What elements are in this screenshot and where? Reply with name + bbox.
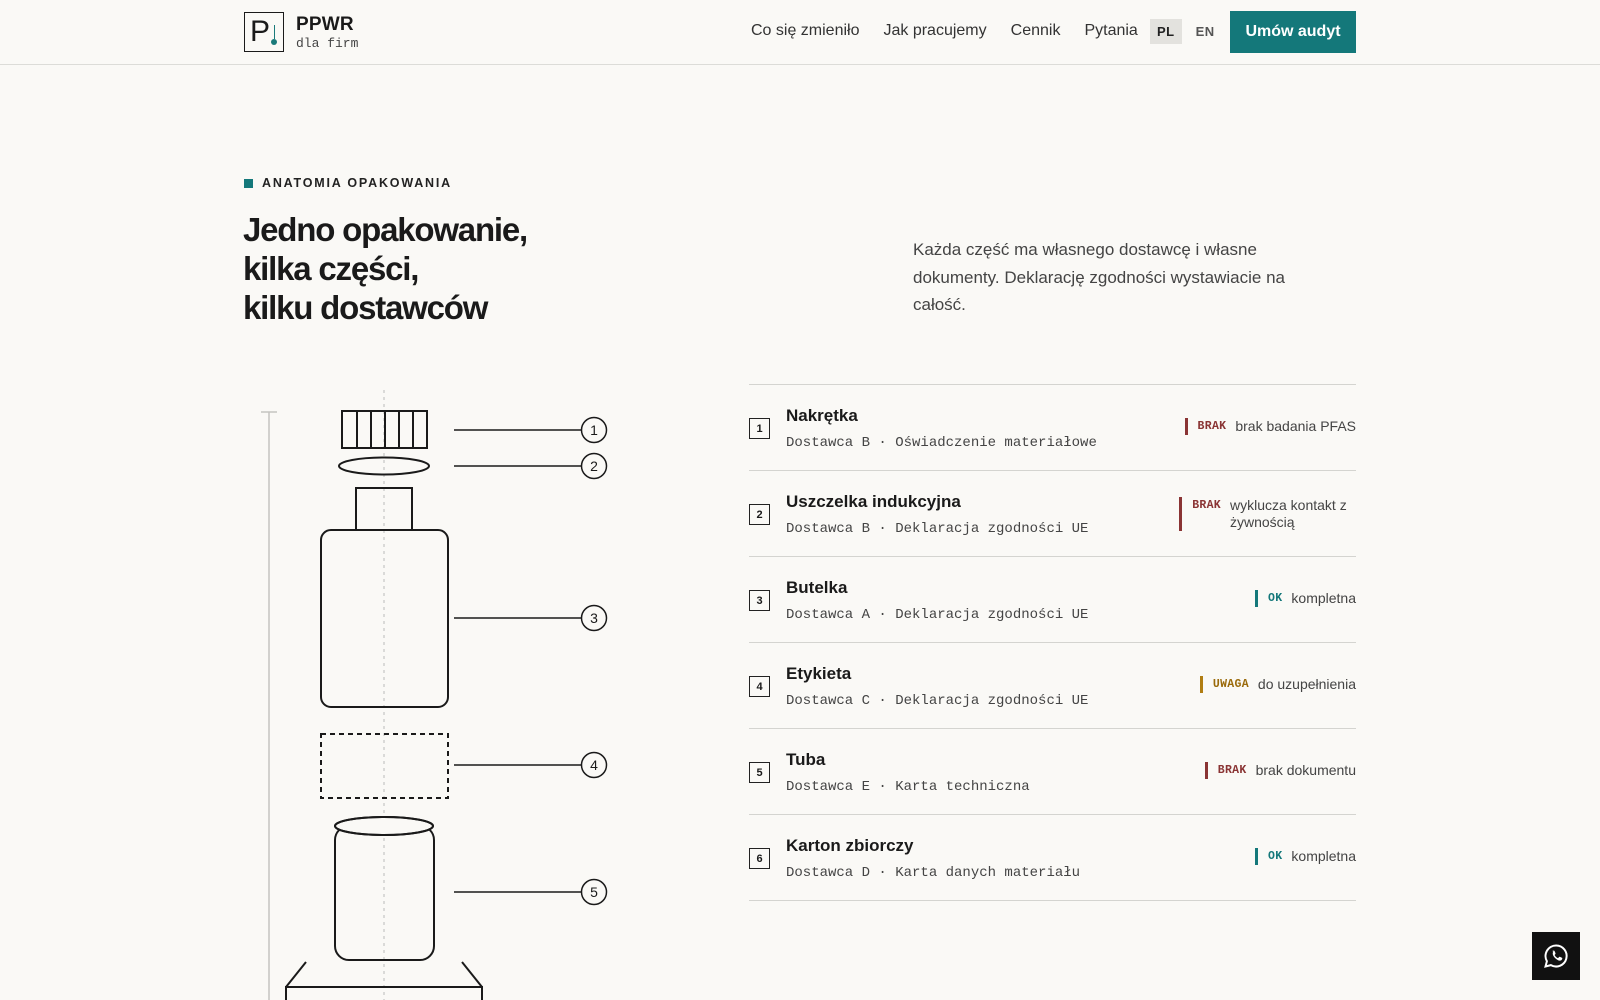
part-number: 6: [749, 848, 770, 869]
part-supplier-doc: Dostawca D · Karta danych materiału: [786, 865, 1081, 881]
nav-link-pricing[interactable]: Cennik: [1010, 22, 1061, 39]
status-badge: [1185, 418, 1356, 435]
status-description: wyklucza kontakt z żywnością: [1230, 497, 1347, 530]
status-description: brak badania PFAS: [1235, 418, 1356, 434]
callout-label-4: 4: [590, 757, 598, 773]
label-shape: [321, 734, 448, 798]
logo-letter: P: [250, 15, 271, 48]
part-number: 1: [749, 418, 770, 439]
part-number: 2: [749, 504, 770, 525]
nav-link-faq[interactable]: Pytania: [1084, 22, 1138, 39]
parts-list: [749, 384, 1356, 901]
part-supplier-doc: Dostawca E · Karta techniczna: [786, 779, 1030, 795]
callout-label-2: 2: [590, 458, 598, 474]
part-number: 5: [749, 762, 770, 783]
part-supplier-doc: Dostawca C · Deklaracja zgodności UE: [786, 693, 1089, 709]
callout-label-3: 3: [590, 610, 598, 626]
part-name: Etykieta: [786, 664, 852, 683]
book-audit-button[interactable]: Umów audyt: [1230, 11, 1356, 53]
callout-2: [454, 454, 607, 479]
part-number: 3: [749, 590, 770, 611]
status-description: brak dokumentu: [1255, 762, 1356, 778]
part-supplier-doc: Dostawca A · Deklaracja zgodności UE: [786, 607, 1089, 623]
logo-title: PPWR: [296, 13, 354, 35]
part-name: Nakrętka: [786, 406, 858, 425]
part-row: [749, 815, 1356, 901]
status-description: do uzupełnienia: [1257, 676, 1356, 692]
eyebrow-label: ANATOMIA OPAKOWANIA: [262, 176, 452, 190]
status-badge: [1205, 762, 1356, 779]
logo-mark-icon: [244, 12, 284, 52]
main-nav: [751, 22, 1162, 40]
callout-label-5: 5: [590, 884, 598, 900]
status-tag: BRAK: [1217, 764, 1247, 777]
status-badge: [1179, 497, 1356, 531]
language-switcher: [1150, 19, 1222, 44]
bottle-shape: [321, 488, 448, 707]
callout-3: [454, 606, 607, 631]
part-row: [749, 385, 1356, 471]
nav-link-changes[interactable]: Co się zmieniło: [751, 22, 860, 39]
lang-en-button[interactable]: EN: [1195, 24, 1215, 39]
status-badge: [1255, 848, 1356, 865]
status-badge: [1255, 590, 1356, 607]
part-name: Tuba: [786, 750, 826, 769]
status-description: kompletna: [1291, 590, 1356, 606]
whatsapp-icon: [1543, 943, 1569, 969]
section-headline: [243, 210, 663, 327]
logo-subtitle: dla firm: [296, 35, 359, 51]
whatsapp-chat-button[interactable]: [1532, 932, 1580, 980]
part-supplier-doc: Dostawca B · Oświadczenie materiałowe: [786, 435, 1097, 451]
headline-line-2: kilka części,: [243, 250, 419, 287]
status-tag: UWAGA: [1212, 678, 1249, 691]
section-description: Każda część ma własnego dostawcę i własne dokumenty. Deklarację zgodności wystawiacie na całość.: [913, 240, 1285, 314]
status-tag: BRAK: [1197, 420, 1227, 433]
eyebrow-square-icon: [244, 179, 253, 188]
site-header: [0, 0, 1600, 65]
status-badge: [1200, 676, 1356, 693]
part-name: Karton zbiorczy: [786, 836, 914, 855]
lang-pl-button[interactable]: PL: [1150, 19, 1182, 44]
callout-1: [454, 418, 607, 443]
section-eyebrow: [244, 176, 452, 190]
part-number: 4: [749, 676, 770, 697]
nav-link-how-we-work[interactable]: Jak pracujemy: [883, 22, 987, 39]
headline-line-3: kilku dostawców: [243, 289, 488, 326]
packaging-exploded-diagram: [244, 380, 644, 1000]
part-name: Butelka: [786, 578, 848, 597]
part-name: Uszczelka indukcyjna: [786, 492, 961, 511]
status-tag: OK: [1268, 592, 1283, 605]
headline-line-1: Jedno opakowanie,: [243, 211, 527, 248]
part-supplier-doc: Dostawca B · Deklaracja zgodności UE: [786, 521, 1089, 537]
callout-5: [454, 880, 607, 905]
status-tag: BRAK: [1192, 499, 1221, 512]
cap-shape: [342, 411, 427, 448]
status-description: kompletna: [1291, 848, 1356, 864]
part-row: [749, 729, 1356, 815]
part-row: [749, 557, 1356, 643]
logo[interactable]: [244, 12, 358, 52]
part-row: [749, 643, 1356, 729]
callout-label-1: 1: [590, 422, 598, 438]
part-row: [749, 471, 1356, 557]
callout-4: [454, 753, 607, 778]
status-tag: OK: [1268, 850, 1283, 863]
